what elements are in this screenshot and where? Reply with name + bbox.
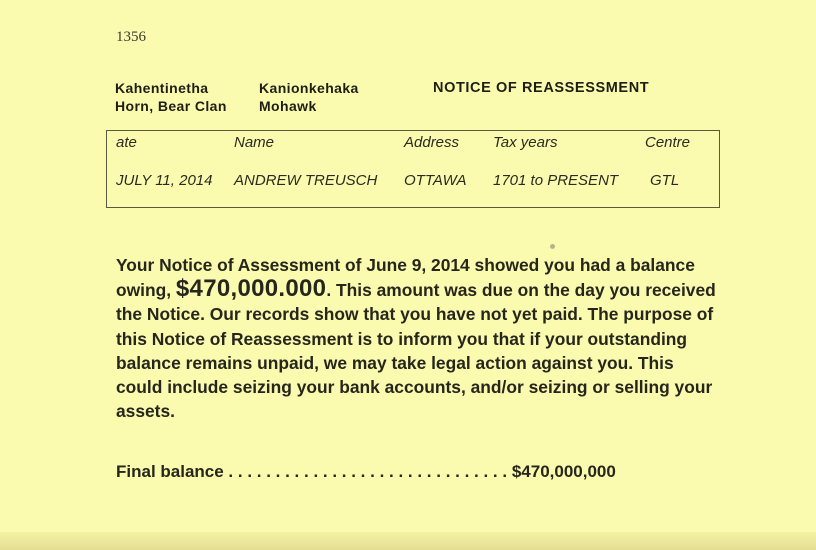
body-text-part-1: Your Notice of Assessment of June 9, 2014 showed you had a balance owing, xyxy=(116,255,695,301)
dot-leader: . . . . . . . . . . . . . . . . . . . . . . . . . . . . . . xyxy=(223,462,512,481)
value-tax-years: 1701 to PRESENT xyxy=(493,172,619,189)
sender-nation xyxy=(259,79,359,115)
paper-bottom-edge xyxy=(0,532,816,550)
final-balance-label: Final balance xyxy=(116,462,224,481)
balance-owing-amount: $470,000.000 xyxy=(175,275,327,303)
header-tax-years: Tax years xyxy=(493,134,558,151)
document-number: 1356 xyxy=(116,29,146,45)
header-date: ate xyxy=(116,134,137,151)
header-name: Name xyxy=(234,134,275,151)
final-balance-line xyxy=(116,462,686,482)
nation-line-2: Mohawk xyxy=(259,98,317,114)
paper-speck xyxy=(550,244,555,249)
notice-title: NOTICE OF REASSESSMENT xyxy=(433,80,650,96)
header-address: Address xyxy=(404,134,460,151)
nation-line-1: Kanionkehaka xyxy=(259,80,359,96)
sender-line-2: Horn, Bear Clan xyxy=(115,98,227,114)
body-text-part-2: . This amount was due on the day you received the Notice. Our records show that you have not yet paid. The purpose of this Notice of Reassessment is to inform you that if your outstanding balance remains unpaid, we may take legal action against you. This could include seizing your bank accounts, and/or seizing or selling your assets. xyxy=(116,280,716,422)
notice-body xyxy=(116,253,716,423)
value-centre: GTL xyxy=(650,172,680,189)
value-address: OTTAWA xyxy=(404,172,467,189)
final-balance-amount: $470,000,000 xyxy=(511,462,616,481)
header-centre: Centre xyxy=(645,134,691,151)
details-table xyxy=(106,130,720,208)
sender-name xyxy=(115,79,227,115)
sender-line-1: Kahentinetha xyxy=(115,80,209,96)
value-date: JULY 11, 2014 xyxy=(116,172,213,189)
value-name: ANDREW TREUSCH xyxy=(234,172,378,189)
